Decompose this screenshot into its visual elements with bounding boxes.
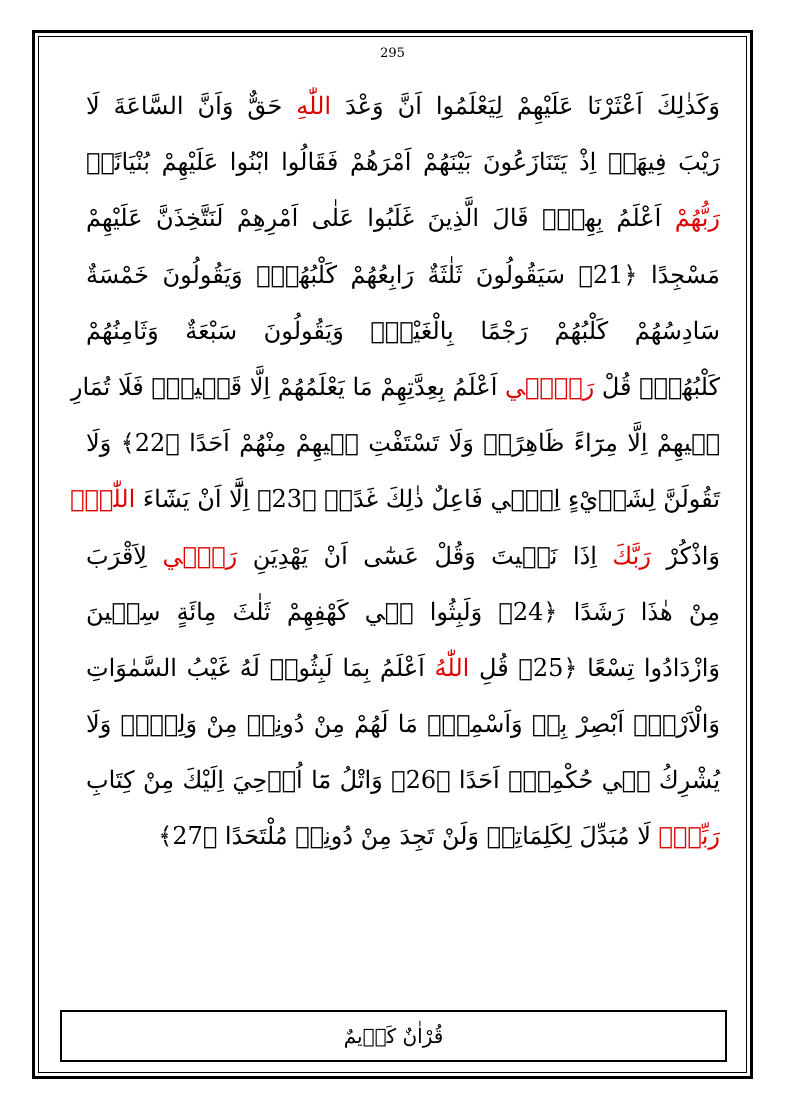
verse-text: وَاذْكُرْ bbox=[650, 541, 721, 570]
divine-name-highlight: رَبِّكَۚ bbox=[658, 822, 720, 851]
page-number: 295 bbox=[380, 46, 405, 61]
verse-text: سَادِسُهُمْ كَلْبُهُمْ رَجْمًا بِالْغَيْبِۚ وَيَقُولُونَ سَبْعَةٌ وَثَامِنُهُمْ bbox=[86, 316, 720, 345]
text-line bbox=[86, 415, 720, 471]
quran-text-block bbox=[70, 78, 721, 865]
divine-name-highlight: اللّٰهُۘ bbox=[70, 485, 136, 514]
text-line bbox=[86, 696, 720, 752]
text-line bbox=[86, 190, 720, 246]
divine-name-highlight: اللّٰهُ bbox=[434, 653, 470, 682]
text-line bbox=[86, 752, 720, 808]
verse-text: اَعْلَمُ بِهِمْۜ قَالَ الَّذِينَ غَلَبُوا عَلٰى اَمْرِهِمْ لَنَتَّخِذَنَّ عَلَيْهِمْ bbox=[86, 204, 675, 233]
footer-box bbox=[60, 1010, 727, 1062]
verse-text: يُشْرِكُ ف۪ي حُكْمِه۪ٓ اَحَدًا ﴿26﴾ وَاتْلُ مَٓا اُو۫حِيَ اِلَيْكَ مِنْ كِتَابِ bbox=[86, 766, 721, 795]
text-line bbox=[86, 303, 720, 359]
text-line bbox=[86, 134, 720, 190]
text-line bbox=[70, 471, 720, 527]
verse-text: وَكَذٰلِكَ اَعْثَرْنَا عَلَيْهِمْ لِيَعْلَمُوا اَنَّ وَعْدَ bbox=[331, 92, 720, 120]
divine-name-highlight: اللّٰهِ bbox=[296, 92, 332, 120]
verse-text: كَلْبُهُمْۜ قُلْ bbox=[594, 372, 720, 401]
text-line bbox=[86, 528, 720, 584]
text-line bbox=[86, 247, 720, 303]
verse-text: اَعْلَمُ بِعِدَّتِهِمْ مَا يَعْلَمُهُمْ اِلَّا قَل۪يلٌ۠ فَلَا تُمَارِ bbox=[70, 372, 505, 401]
verse-text: وَازْدَادُوا تِسْعًا ﴿25﴾ قُلِ bbox=[469, 653, 720, 682]
text-line bbox=[86, 808, 720, 864]
divine-name-highlight: رَبُّهُمْ bbox=[674, 204, 720, 233]
divine-name-highlight: رَبّ۪ٓي bbox=[505, 372, 595, 401]
verse-text: مِنْ هٰذَا رَشَدًا ﴿24﴾ وَلَبِثُوا ف۪ي كَهْفِهِمْ ثَلٰثَ مِائَةٍ سِن۪ينَ bbox=[86, 597, 721, 626]
verse-text: اَعْلَمُ بِمَا لَبِثُواۚ لَهُ غَيْبُ السَّمٰوَاتِ bbox=[86, 653, 435, 682]
verse-text: لِاَقْرَبَ bbox=[86, 541, 163, 570]
verse-text: وَالْاَرْضِۜ اَبْصِرْ بِه۪ وَاَسْمِعْۜ مَا لَهُمْ مِنْ دُونِه۪ مِنْ وَلِيٍّۘ وَلَا bbox=[86, 710, 720, 739]
text-line bbox=[70, 359, 720, 415]
verse-text: تَقُولَنَّ لِشَا۬يْءٍ اِنّ۪ي فَاعِلٌ ذٰلِكَ غَدًاۙ ﴿23﴾ اِلَّٓا اَنْ يَشَٓاءَ bbox=[135, 485, 720, 514]
footer-label: قُرْاٰنٌ كَر۪يمٌ bbox=[343, 1024, 444, 1048]
verse-text: ف۪يهِمْ اِلَّا مِرَٓاءً ظَاهِرًاۖ وَلَا تَسْتَفْتِ ف۪يهِمْ مِنْهُمْ اَحَدًا ﴿22﴾ وَلَا bbox=[86, 429, 721, 458]
text-line bbox=[86, 584, 720, 640]
divine-name-highlight: رَبَّكَ bbox=[612, 541, 651, 570]
divine-name-highlight: رَبّ۪ي bbox=[162, 541, 238, 570]
verse-text: لَا مُبَدِّلَ لِكَلِمَاتِه۪ وَلَنْ تَجِدَ مِنْ دُونِه۪ مُلْتَحَدًا ﴿27﴾ bbox=[158, 822, 659, 851]
text-line bbox=[86, 78, 720, 134]
verse-text: حَقٌّ وَاَنَّ السَّاعَةَ لَا bbox=[86, 92, 297, 120]
verse-text: اِذَا نَس۪يتَ وَقُلْ عَسٰٓى اَنْ يَهْدِيَنِ bbox=[237, 541, 613, 570]
verse-text: مَسْجِدًا ﴿21﴾ سَيَقُولُونَ ثَلٰثَةٌ رَابِعُهُمْ كَلْبُهُمْۚ وَيَقُولُونَ خَمْسَةٌ bbox=[86, 260, 720, 289]
text-line bbox=[86, 640, 720, 696]
verse-text: رَيْبَ فِيهَاۚ اِذْ يَتَنَازَعُونَ بَيْنَهُمْ اَمْرَهُمْ فَقَالُوا ابْنُوا عَلَيْهِمْ بُنْيَانًاۜ bbox=[86, 148, 720, 177]
